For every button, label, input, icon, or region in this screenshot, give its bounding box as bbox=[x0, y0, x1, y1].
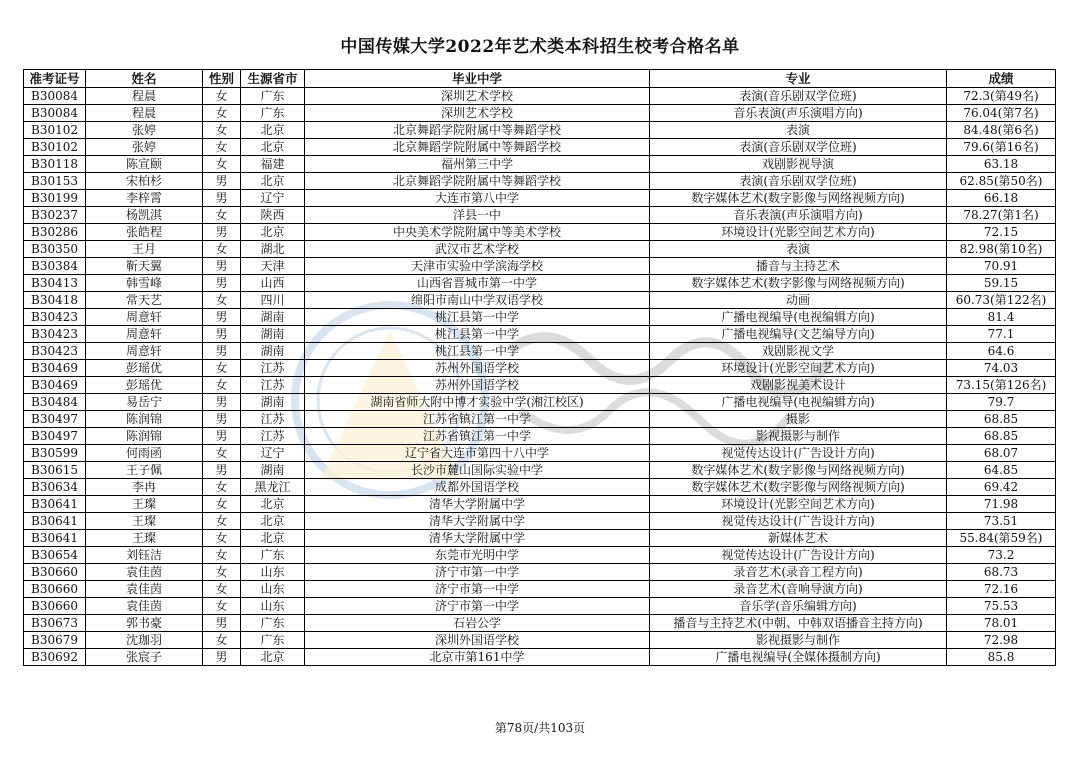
school-cell: 天津市实验中学滨海学校 bbox=[305, 258, 650, 275]
name-cell: 李梓霄 bbox=[86, 190, 203, 207]
school-cell: 北京舞蹈学院附属中等舞蹈学校 bbox=[305, 139, 650, 156]
school-cell: 桃江县第一中学 bbox=[305, 326, 650, 343]
score-cell: 68.07 bbox=[947, 445, 1056, 462]
major-cell: 影视摄影与制作 bbox=[650, 632, 947, 649]
province-cell: 广东 bbox=[241, 547, 305, 564]
school-cell: 绵阳市南山中学双语学校 bbox=[305, 292, 650, 309]
name-cell: 杨凯淇 bbox=[86, 207, 203, 224]
major-cell: 音乐表演(声乐演唱方向) bbox=[650, 105, 947, 122]
admission-list-table bbox=[23, 69, 1056, 666]
province-cell: 广东 bbox=[241, 615, 305, 632]
school-cell: 福州第三中学 bbox=[305, 156, 650, 173]
score-cell: 64.85 bbox=[947, 462, 1056, 479]
province-cell: 北京 bbox=[241, 496, 305, 513]
table-row bbox=[24, 649, 1056, 666]
name-cell: 张宸子 bbox=[86, 649, 203, 666]
school-cell: 清华大学附属中学 bbox=[305, 496, 650, 513]
province-cell: 湖南 bbox=[241, 309, 305, 326]
table-row bbox=[24, 190, 1056, 207]
major-cell: 影视摄影与制作 bbox=[650, 428, 947, 445]
province-cell: 北京 bbox=[241, 122, 305, 139]
school-cell: 江苏省镇江第一中学 bbox=[305, 428, 650, 445]
school-cell: 深圳艺术学校 bbox=[305, 105, 650, 122]
major-cell: 动画 bbox=[650, 292, 947, 309]
score-cell: 64.6 bbox=[947, 343, 1056, 360]
gender-cell: 男 bbox=[203, 394, 241, 411]
score-cell: 63.18 bbox=[947, 156, 1056, 173]
name-cell: 王月 bbox=[86, 241, 203, 258]
gender-cell: 男 bbox=[203, 258, 241, 275]
score-cell: 73.15(第126名) bbox=[947, 377, 1056, 394]
exam-id-cell: B30660 bbox=[24, 598, 86, 615]
major-cell: 表演(音乐剧双学位班) bbox=[650, 139, 947, 156]
exam-id-cell: B30199 bbox=[24, 190, 86, 207]
gender-cell: 女 bbox=[203, 139, 241, 156]
name-cell: 王璨 bbox=[86, 513, 203, 530]
province-cell: 山西 bbox=[241, 275, 305, 292]
table-row bbox=[24, 224, 1056, 241]
province-cell: 福建 bbox=[241, 156, 305, 173]
gender-cell: 女 bbox=[203, 122, 241, 139]
exam-id-cell: B30102 bbox=[24, 122, 86, 139]
name-cell: 袁佳茵 bbox=[86, 598, 203, 615]
table-row bbox=[24, 462, 1056, 479]
school-cell: 山西省晋城市第一中学 bbox=[305, 275, 650, 292]
province-cell: 江苏 bbox=[241, 377, 305, 394]
major-cell: 视觉传达设计(广告设计方向) bbox=[650, 513, 947, 530]
major-cell: 播音与主持艺术 bbox=[650, 258, 947, 275]
gender-cell: 男 bbox=[203, 649, 241, 666]
gender-cell: 女 bbox=[203, 581, 241, 598]
province-cell: 北京 bbox=[241, 649, 305, 666]
score-cell: 73.2 bbox=[947, 547, 1056, 564]
school-cell: 大连市第八中学 bbox=[305, 190, 650, 207]
score-cell: 81.4 bbox=[947, 309, 1056, 326]
exam-id-cell: B30679 bbox=[24, 632, 86, 649]
gender-cell: 男 bbox=[203, 309, 241, 326]
exam-id-cell: B30484 bbox=[24, 394, 86, 411]
exam-id-cell: B30660 bbox=[24, 581, 86, 598]
school-cell: 清华大学附属中学 bbox=[305, 513, 650, 530]
school-cell: 石岩公学 bbox=[305, 615, 650, 632]
score-cell: 71.98 bbox=[947, 496, 1056, 513]
name-cell: 袁佳茵 bbox=[86, 564, 203, 581]
school-cell: 辽宁省大连市第四十八中学 bbox=[305, 445, 650, 462]
exam-id-cell: B30423 bbox=[24, 343, 86, 360]
exam-id-cell: B30497 bbox=[24, 411, 86, 428]
province-cell: 北京 bbox=[241, 224, 305, 241]
table-row bbox=[24, 496, 1056, 513]
score-cell: 66.18 bbox=[947, 190, 1056, 207]
province-cell: 江苏 bbox=[241, 411, 305, 428]
table-row bbox=[24, 632, 1056, 649]
table-row bbox=[24, 275, 1056, 292]
gender-cell: 女 bbox=[203, 530, 241, 547]
school-cell: 湖南省师大附中博才实验中学(湘江校区) bbox=[305, 394, 650, 411]
gender-cell: 女 bbox=[203, 207, 241, 224]
gender-cell: 男 bbox=[203, 462, 241, 479]
score-cell: 78.01 bbox=[947, 615, 1056, 632]
table-row bbox=[24, 615, 1056, 632]
name-cell: 程晨 bbox=[86, 105, 203, 122]
exam-id-cell: B30084 bbox=[24, 105, 86, 122]
score-cell: 74.03 bbox=[947, 360, 1056, 377]
province-cell: 广东 bbox=[241, 88, 305, 105]
school-cell: 长沙市麓山国际实验中学 bbox=[305, 462, 650, 479]
score-cell: 59.15 bbox=[947, 275, 1056, 292]
name-cell: 沈珈羽 bbox=[86, 632, 203, 649]
score-cell: 68.85 bbox=[947, 428, 1056, 445]
major-cell: 摄影 bbox=[650, 411, 947, 428]
table-header-row bbox=[24, 70, 1056, 88]
table-row bbox=[24, 377, 1056, 394]
name-cell: 陈润锦 bbox=[86, 411, 203, 428]
province-cell: 湖南 bbox=[241, 462, 305, 479]
score-cell: 78.27(第1名) bbox=[947, 207, 1056, 224]
col-header-gender: 性别 bbox=[203, 70, 241, 88]
exam-id-cell: B30286 bbox=[24, 224, 86, 241]
name-cell: 王子佩 bbox=[86, 462, 203, 479]
exam-id-cell: B30599 bbox=[24, 445, 86, 462]
province-cell: 北京 bbox=[241, 139, 305, 156]
exam-id-cell: B30634 bbox=[24, 479, 86, 496]
score-cell: 72.3(第49名) bbox=[947, 88, 1056, 105]
table-row bbox=[24, 139, 1056, 156]
major-cell: 广播电视编导(文艺编导方向) bbox=[650, 326, 947, 343]
school-cell: 洋县一中 bbox=[305, 207, 650, 224]
major-cell: 播音与主持艺术(中朝、中韩双语播音主持方向) bbox=[650, 615, 947, 632]
exam-id-cell: B30423 bbox=[24, 309, 86, 326]
score-cell: 73.51 bbox=[947, 513, 1056, 530]
exam-id-cell: B30237 bbox=[24, 207, 86, 224]
score-cell: 72.98 bbox=[947, 632, 1056, 649]
school-cell: 苏州外国语学校 bbox=[305, 377, 650, 394]
score-cell: 76.04(第7名) bbox=[947, 105, 1056, 122]
school-cell: 北京市第161中学 bbox=[305, 649, 650, 666]
name-cell: 郭书豪 bbox=[86, 615, 203, 632]
col-header-score: 成绩 bbox=[947, 70, 1056, 88]
major-cell: 视觉传达设计(广告设计方向) bbox=[650, 547, 947, 564]
major-cell: 广播电视编导(电视编辑方向) bbox=[650, 309, 947, 326]
name-cell: 袁佳茵 bbox=[86, 581, 203, 598]
major-cell: 数字媒体艺术(数字影像与网络视频方向) bbox=[650, 462, 947, 479]
exam-id-cell: B30615 bbox=[24, 462, 86, 479]
major-cell: 环境设计(光影空间艺术方向) bbox=[650, 496, 947, 513]
exam-id-cell: B30350 bbox=[24, 241, 86, 258]
province-cell: 江苏 bbox=[241, 428, 305, 445]
gender-cell: 女 bbox=[203, 156, 241, 173]
province-cell: 辽宁 bbox=[241, 190, 305, 207]
score-cell: 72.15 bbox=[947, 224, 1056, 241]
name-cell: 靳天翼 bbox=[86, 258, 203, 275]
major-cell: 广播电视编导(全媒体摄制方向) bbox=[650, 649, 947, 666]
score-cell: 68.85 bbox=[947, 411, 1056, 428]
table-row bbox=[24, 564, 1056, 581]
province-cell: 天津 bbox=[241, 258, 305, 275]
exam-id-cell: B30118 bbox=[24, 156, 86, 173]
exam-id-cell: B30692 bbox=[24, 649, 86, 666]
table-row bbox=[24, 530, 1056, 547]
province-cell: 山东 bbox=[241, 581, 305, 598]
gender-cell: 女 bbox=[203, 360, 241, 377]
col-header-school: 毕业中学 bbox=[305, 70, 650, 88]
col-header-major: 专业 bbox=[650, 70, 947, 88]
school-cell: 桃江县第一中学 bbox=[305, 343, 650, 360]
province-cell: 湖南 bbox=[241, 326, 305, 343]
table-row bbox=[24, 309, 1056, 326]
name-cell: 周意轩 bbox=[86, 343, 203, 360]
table-row bbox=[24, 479, 1056, 496]
exam-id-cell: B30413 bbox=[24, 275, 86, 292]
table-row bbox=[24, 547, 1056, 564]
province-cell: 四川 bbox=[241, 292, 305, 309]
exam-id-cell: B30469 bbox=[24, 377, 86, 394]
exam-id-cell: B30641 bbox=[24, 530, 86, 547]
gender-cell: 男 bbox=[203, 224, 241, 241]
name-cell: 张婷 bbox=[86, 139, 203, 156]
province-cell: 湖北 bbox=[241, 241, 305, 258]
school-cell: 济宁市第一中学 bbox=[305, 581, 650, 598]
school-cell: 桃江县第一中学 bbox=[305, 309, 650, 326]
province-cell: 北京 bbox=[241, 530, 305, 547]
table-row bbox=[24, 411, 1056, 428]
score-cell: 69.42 bbox=[947, 479, 1056, 496]
col-header-exam-id: 准考证号 bbox=[24, 70, 86, 88]
major-cell: 数字媒体艺术(数字影像与网络视频方向) bbox=[650, 275, 947, 292]
exam-id-cell: B30660 bbox=[24, 564, 86, 581]
table-row bbox=[24, 326, 1056, 343]
table-row bbox=[24, 394, 1056, 411]
school-cell: 东莞市光明中学 bbox=[305, 547, 650, 564]
exam-id-cell: B30654 bbox=[24, 547, 86, 564]
province-cell: 湖南 bbox=[241, 343, 305, 360]
exam-id-cell: B30673 bbox=[24, 615, 86, 632]
province-cell: 广东 bbox=[241, 632, 305, 649]
exam-id-cell: B30469 bbox=[24, 360, 86, 377]
school-cell: 北京舞蹈学院附属中等舞蹈学校 bbox=[305, 173, 650, 190]
gender-cell: 男 bbox=[203, 428, 241, 445]
page-title: 中国传媒大学2022年艺术类本科招生校考合格名单 bbox=[340, 37, 740, 57]
exam-id-cell: B30641 bbox=[24, 496, 86, 513]
exam-id-cell: B30153 bbox=[24, 173, 86, 190]
exam-id-cell: B30418 bbox=[24, 292, 86, 309]
table-row bbox=[24, 343, 1056, 360]
major-cell: 音乐学(音乐编辑方向) bbox=[650, 598, 947, 615]
name-cell: 何雨函 bbox=[86, 445, 203, 462]
province-cell: 江苏 bbox=[241, 360, 305, 377]
name-cell: 易岳宁 bbox=[86, 394, 203, 411]
gender-cell: 男 bbox=[203, 173, 241, 190]
table-row bbox=[24, 156, 1056, 173]
score-cell: 77.1 bbox=[947, 326, 1056, 343]
table-row bbox=[24, 292, 1056, 309]
score-cell: 79.6(第16名) bbox=[947, 139, 1056, 156]
major-cell: 视觉传达设计(广告设计方向) bbox=[650, 445, 947, 462]
major-cell: 环境设计(光影空间艺术方向) bbox=[650, 224, 947, 241]
exam-id-cell: B30384 bbox=[24, 258, 86, 275]
table-row bbox=[24, 428, 1056, 445]
gender-cell: 女 bbox=[203, 445, 241, 462]
score-cell: 68.73 bbox=[947, 564, 1056, 581]
gender-cell: 女 bbox=[203, 479, 241, 496]
major-cell: 音乐表演(声乐演唱方向) bbox=[650, 207, 947, 224]
name-cell: 陈润锦 bbox=[86, 428, 203, 445]
gender-cell: 女 bbox=[203, 598, 241, 615]
major-cell: 数字媒体艺术(数字影像与网络视频方向) bbox=[650, 479, 947, 496]
province-cell: 山东 bbox=[241, 564, 305, 581]
score-cell: 62.85(第50名) bbox=[947, 173, 1056, 190]
score-cell: 75.53 bbox=[947, 598, 1056, 615]
school-cell: 深圳艺术学校 bbox=[305, 88, 650, 105]
major-cell: 新媒体艺术 bbox=[650, 530, 947, 547]
gender-cell: 男 bbox=[203, 275, 241, 292]
score-cell: 82.98(第10名) bbox=[947, 241, 1056, 258]
table-row bbox=[24, 122, 1056, 139]
table-row bbox=[24, 513, 1056, 530]
province-cell: 辽宁 bbox=[241, 445, 305, 462]
page-number-footer: 第78页/共103页 bbox=[494, 721, 586, 735]
col-header-name: 姓名 bbox=[86, 70, 203, 88]
gender-cell: 女 bbox=[203, 564, 241, 581]
school-cell: 北京舞蹈学院附属中等舞蹈学校 bbox=[305, 122, 650, 139]
gender-cell: 男 bbox=[203, 343, 241, 360]
school-cell: 江苏省镇江第一中学 bbox=[305, 411, 650, 428]
school-cell: 中央美术学院附属中等美术学校 bbox=[305, 224, 650, 241]
gender-cell: 女 bbox=[203, 377, 241, 394]
province-cell: 黑龙江 bbox=[241, 479, 305, 496]
name-cell: 韩雪峰 bbox=[86, 275, 203, 292]
major-cell: 戏剧影视文学 bbox=[650, 343, 947, 360]
name-cell: 李冉 bbox=[86, 479, 203, 496]
gender-cell: 男 bbox=[203, 615, 241, 632]
major-cell: 表演 bbox=[650, 241, 947, 258]
name-cell: 陈宣颐 bbox=[86, 156, 203, 173]
major-cell: 录音艺术(音响导演方向) bbox=[650, 581, 947, 598]
name-cell: 刘钰洁 bbox=[86, 547, 203, 564]
school-cell: 清华大学附属中学 bbox=[305, 530, 650, 547]
table-row bbox=[24, 105, 1056, 122]
gender-cell: 女 bbox=[203, 632, 241, 649]
score-cell: 84.48(第6名) bbox=[947, 122, 1056, 139]
school-cell: 武汉市艺术学校 bbox=[305, 241, 650, 258]
name-cell: 程晨 bbox=[86, 88, 203, 105]
major-cell: 广播电视编导(电视编辑方向) bbox=[650, 394, 947, 411]
table-row bbox=[24, 241, 1056, 258]
name-cell: 张皓程 bbox=[86, 224, 203, 241]
major-cell: 戏剧影视导演 bbox=[650, 156, 947, 173]
table-row bbox=[24, 88, 1056, 105]
gender-cell: 女 bbox=[203, 513, 241, 530]
gender-cell: 男 bbox=[203, 326, 241, 343]
province-cell: 山东 bbox=[241, 598, 305, 615]
name-cell: 周意轩 bbox=[86, 326, 203, 343]
score-cell: 85.8 bbox=[947, 649, 1056, 666]
name-cell: 张婷 bbox=[86, 122, 203, 139]
exam-id-cell: B30423 bbox=[24, 326, 86, 343]
exam-id-cell: B30102 bbox=[24, 139, 86, 156]
major-cell: 戏剧影视美术设计 bbox=[650, 377, 947, 394]
score-cell: 70.91 bbox=[947, 258, 1056, 275]
table-row bbox=[24, 207, 1056, 224]
gender-cell: 男 bbox=[203, 190, 241, 207]
name-cell: 周意轩 bbox=[86, 309, 203, 326]
school-cell: 济宁市第一中学 bbox=[305, 564, 650, 581]
gender-cell: 女 bbox=[203, 88, 241, 105]
school-cell: 济宁市第一中学 bbox=[305, 598, 650, 615]
exam-id-cell: B30641 bbox=[24, 513, 86, 530]
gender-cell: 女 bbox=[203, 496, 241, 513]
table-row bbox=[24, 445, 1056, 462]
table-row bbox=[24, 581, 1056, 598]
province-cell: 广东 bbox=[241, 105, 305, 122]
school-cell: 成都外国语学校 bbox=[305, 479, 650, 496]
major-cell: 录音艺术(录音工程方向) bbox=[650, 564, 947, 581]
exam-id-cell: B30497 bbox=[24, 428, 86, 445]
gender-cell: 女 bbox=[203, 105, 241, 122]
province-cell: 北京 bbox=[241, 513, 305, 530]
name-cell: 常天艺 bbox=[86, 292, 203, 309]
table-row bbox=[24, 598, 1056, 615]
major-cell: 表演 bbox=[650, 122, 947, 139]
gender-cell: 女 bbox=[203, 241, 241, 258]
exam-id-cell: B30084 bbox=[24, 88, 86, 105]
name-cell: 彭瑶优 bbox=[86, 360, 203, 377]
name-cell: 彭瑶优 bbox=[86, 377, 203, 394]
province-cell: 湖南 bbox=[241, 394, 305, 411]
major-cell: 表演(音乐剧双学位班) bbox=[650, 173, 947, 190]
table-row bbox=[24, 360, 1056, 377]
gender-cell: 女 bbox=[203, 292, 241, 309]
province-cell: 陕西 bbox=[241, 207, 305, 224]
gender-cell: 男 bbox=[203, 411, 241, 428]
score-cell: 55.84(第59名) bbox=[947, 530, 1056, 547]
major-cell: 环境设计(光影空间艺术方向) bbox=[650, 360, 947, 377]
name-cell: 宋柏杉 bbox=[86, 173, 203, 190]
school-cell: 苏州外国语学校 bbox=[305, 360, 650, 377]
name-cell: 王璨 bbox=[86, 530, 203, 547]
score-cell: 60.73(第122名) bbox=[947, 292, 1056, 309]
gender-cell: 女 bbox=[203, 547, 241, 564]
major-cell: 数字媒体艺术(数字影像与网络视频方向) bbox=[650, 190, 947, 207]
score-cell: 72.16 bbox=[947, 581, 1056, 598]
table-row bbox=[24, 258, 1056, 275]
table-row bbox=[24, 173, 1056, 190]
province-cell: 北京 bbox=[241, 173, 305, 190]
score-cell: 79.7 bbox=[947, 394, 1056, 411]
school-cell: 深圳外国语学校 bbox=[305, 632, 650, 649]
name-cell: 王璨 bbox=[86, 496, 203, 513]
major-cell: 表演(音乐剧双学位班) bbox=[650, 88, 947, 105]
col-header-province: 生源省市 bbox=[241, 70, 305, 88]
